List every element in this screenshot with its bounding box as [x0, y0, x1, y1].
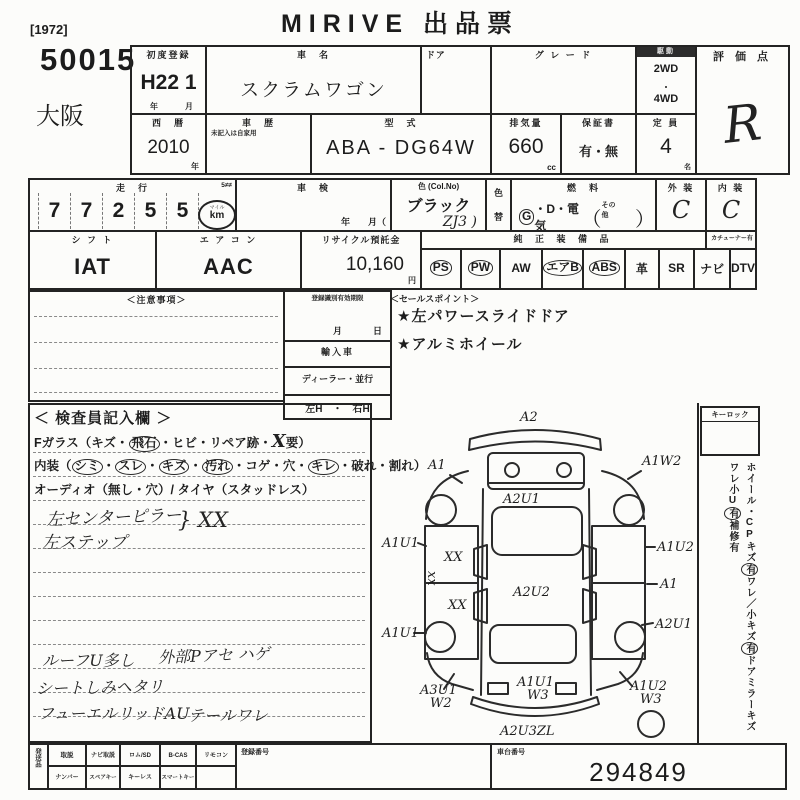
- notes-label: ＜注意事項＞: [126, 295, 187, 305]
- equip-abs-label: ABS: [589, 260, 620, 275]
- hand-note-center-pillar: 左センターピラー: [45, 505, 182, 531]
- equip-sr-label: SR: [668, 261, 685, 275]
- color-change-cell: [485, 178, 512, 232]
- km-unit-oval: [198, 200, 236, 230]
- displacement-label: 排気量: [509, 118, 543, 128]
- equip-pw-label: PW: [468, 260, 493, 275]
- mileage-digits: [38, 193, 199, 229]
- int-circled-sure: スレ: [115, 459, 146, 475]
- history-label: 車 歴: [241, 118, 275, 128]
- int-circled-yogore: 汚れ: [202, 459, 233, 475]
- color-change-bottom: 替: [493, 212, 503, 222]
- fuel-rest: ・D・電気: [534, 202, 580, 233]
- cell-blank: [195, 765, 237, 790]
- year-cell: [130, 113, 207, 175]
- damage-label-a2u3: A2U3ZL: [500, 724, 555, 739]
- damage-label-w2: W2: [430, 696, 452, 711]
- equip-pw: [460, 248, 500, 288]
- headlight-left: [505, 463, 519, 477]
- color-code: ZJ3 ): [442, 214, 477, 230]
- headlight-right: [557, 463, 571, 477]
- color-value: ブラック: [406, 198, 471, 215]
- damage-label-xx-lower: XX: [448, 598, 467, 613]
- door-label: ドア: [426, 50, 446, 60]
- warranty-label: 保証書: [581, 118, 615, 128]
- damage-label-a1w2: A1W2: [642, 454, 682, 469]
- drive-cell: [635, 45, 697, 115]
- hand-note-xx-brace: } XX: [178, 508, 228, 532]
- recycle-cell: [300, 230, 422, 290]
- mileage-digit: 7: [38, 193, 71, 229]
- inspection-label: 車 検: [296, 183, 330, 193]
- capacity-cell: [635, 113, 697, 175]
- cell-bcas: B-CAS: [159, 743, 197, 767]
- inspector-ruling: [33, 500, 365, 501]
- equip-navi: [693, 248, 729, 288]
- year-value: 2010: [147, 137, 190, 158]
- glass-seg: ・ヒビ・リペア跡・: [159, 436, 272, 450]
- damage-label-w3: W3: [527, 688, 549, 703]
- unit-year2: 年: [191, 162, 199, 171]
- damage-label-a1u1-left-lower: A1U1: [382, 626, 419, 641]
- equip-airbag: [541, 248, 583, 288]
- capacity-label: 定 員: [652, 118, 680, 128]
- fuel-cell: [510, 178, 657, 232]
- sidebar-circled-ari: 有: [741, 642, 758, 655]
- equip-leather: [624, 248, 658, 288]
- damage-label-a1-right: A1: [660, 577, 678, 592]
- inspector-ruling: [33, 596, 365, 597]
- registration-label: 登録識別有効期限: [311, 295, 364, 302]
- damage-label-a2u1-right-lower: A2U1: [655, 617, 692, 632]
- left-window-rear: [474, 589, 487, 623]
- right-side-panel: [592, 526, 645, 659]
- inspector-ruling: [33, 620, 365, 621]
- cell-navi-manual: ナビ取説: [85, 743, 121, 767]
- cell-remote: リモコン: [195, 743, 237, 767]
- sidebar-text: ワレ／: [744, 576, 755, 609]
- chassis-number-value: 294849: [589, 757, 688, 787]
- auction-number: [1972]: [30, 22, 68, 37]
- damage-label-a1u2-rear: A1U2: [630, 679, 667, 694]
- mileage-digit: 5: [167, 193, 199, 229]
- capacity-value: 4: [660, 135, 672, 158]
- wheel-rear-right: [615, 622, 645, 652]
- int-seg: ・破れ・割れ）: [338, 459, 427, 473]
- left-side-panel: [425, 526, 478, 659]
- unit-month: 月: [185, 102, 193, 111]
- color-change-top: 色: [493, 188, 503, 198]
- mileage-digit: 5: [135, 193, 167, 229]
- car-damage-diagram: [370, 403, 700, 745]
- drive-2wd: 2WD: [653, 63, 679, 75]
- inspector-ruling: [33, 572, 365, 573]
- hand-note-exterior-fade: 外部Pアセ ハゲ: [157, 644, 271, 667]
- damage-label-a2: A2: [520, 410, 538, 425]
- glass-seg: 要）: [285, 436, 311, 450]
- mile-label: マイル: [209, 205, 225, 211]
- int-seg: ・: [102, 459, 116, 473]
- model-label: 型 式: [384, 118, 418, 128]
- damage-label-a3u1: A3U1: [420, 683, 457, 698]
- notes-ruling: [34, 316, 278, 317]
- drive-4wd: 4WD: [653, 93, 679, 105]
- fender-front-right: [602, 471, 644, 519]
- sidebar-circled-ari: 有: [741, 563, 758, 576]
- chassis-number-box: [490, 743, 787, 790]
- regbox-divider: [285, 394, 390, 396]
- km-label: km: [209, 210, 225, 221]
- exterior-value: C: [671, 196, 691, 224]
- leader-a1-front-left: [450, 475, 462, 483]
- int-circled-shimi: シミ: [72, 459, 103, 475]
- unit-yen: 円: [408, 276, 416, 285]
- leader-a1w2: [628, 471, 641, 479]
- registration-number-label: 登録番号: [241, 749, 269, 756]
- interior-label: 内 装: [717, 183, 745, 193]
- leader-a2u1-right: [642, 623, 653, 625]
- inspector-line-audio: オーディオ（無し・穴）/ タイヤ（スタッドレス）: [34, 483, 315, 497]
- hand-note-step: 左ステップ: [42, 533, 127, 553]
- shift-label: シ フ ト: [71, 235, 114, 245]
- hand-note-roof: ルーフU多し: [42, 651, 135, 670]
- drive-dot: ・: [660, 82, 672, 94]
- recycle-value: 10,160: [345, 254, 404, 275]
- region-label: 大阪: [36, 103, 84, 130]
- color-cell: [390, 178, 487, 232]
- extra-mark-circle: [638, 711, 664, 737]
- sidebar-text: 小キズ: [744, 609, 755, 642]
- equipment-row: [422, 248, 755, 288]
- rear-lamp-right: [556, 683, 576, 694]
- cell-spare-key: スペアキー: [85, 765, 121, 790]
- warranty-value: 有・無: [578, 144, 618, 159]
- damage-label-a1u2-right: A1U2: [657, 540, 694, 555]
- equip-airbag-label: エアB: [543, 260, 582, 275]
- door-cell: [420, 45, 492, 115]
- cell-keyless: キーレス: [119, 765, 161, 790]
- inspection-footer: 年 月（: [340, 217, 386, 227]
- fuel-label: 燃 料: [566, 183, 600, 193]
- cell-smart-key: スマートキー: [159, 765, 197, 790]
- fuel-other: その他: [601, 202, 616, 219]
- inspection-cell: [235, 178, 392, 232]
- shipping-items-box: [28, 743, 49, 790]
- history-cell: [205, 113, 312, 175]
- front-bumper: [469, 430, 601, 450]
- page-title: MIRIVE 出品票: [280, 10, 520, 38]
- damage-label-a1u1-rear: A1U1: [517, 675, 554, 690]
- damage-label-xx-upper: XX: [444, 550, 463, 565]
- notes-box: [28, 290, 285, 402]
- first-registration-value: H22 1: [140, 71, 197, 94]
- aircon-value: AAC: [203, 254, 254, 279]
- grade-cell: [490, 45, 637, 115]
- int-circled-kire: キレ: [308, 459, 339, 475]
- lot-number: 50015: [40, 42, 137, 77]
- damage-label-a2u2-roof: A2U2: [513, 585, 550, 600]
- sidebar-circled-ari: 有: [724, 507, 741, 520]
- paren-open: （: [581, 208, 602, 231]
- history-note: 未記入は自家用: [211, 130, 257, 137]
- registration-box: [283, 290, 392, 420]
- equipment-cell: [420, 230, 757, 290]
- year-label: 西 暦: [151, 118, 185, 128]
- regbox-dealer: ディーラー・並行: [301, 374, 374, 384]
- equip-sr: [658, 248, 694, 288]
- hand-note-fuel-lid: フューエルリッドAU: [38, 704, 190, 723]
- sidebar-divider: [697, 403, 699, 743]
- sidebar-mirror-text: ドアミラーキズ ワレ: [727, 462, 755, 732]
- regbox-divider: [285, 366, 390, 368]
- glass-hand-x: X: [271, 431, 286, 452]
- exterior-label: 外 装: [667, 183, 695, 193]
- score-label: 評 価 点: [712, 51, 773, 63]
- interior-value: C: [721, 196, 741, 224]
- model-value: ABA - DG64W: [326, 137, 476, 159]
- shipping-items-label: 発送品: [34, 748, 41, 768]
- cell-rom-sd: ロム/SD: [119, 743, 161, 767]
- left-window-front: [474, 545, 487, 579]
- car-name-value: スクラムワゴン: [240, 80, 387, 101]
- glass-circled-tobiishi: 飛石: [129, 436, 160, 452]
- equip-navi-label: ナビ: [700, 261, 725, 276]
- inspector-ruling: [33, 476, 365, 477]
- warranty-cell: [560, 113, 637, 175]
- equip-ps: [422, 248, 460, 288]
- damage-label-xx-side: xx: [424, 571, 439, 586]
- model-cell: [310, 113, 492, 175]
- notes-ruling: [34, 342, 278, 343]
- displacement-value: 660: [508, 135, 544, 158]
- int-seg: 内装（: [34, 459, 72, 473]
- wheel-rear-left: [425, 622, 455, 652]
- mileage-cell: [28, 178, 237, 232]
- body-left-edge: [481, 489, 483, 695]
- equip-ps-label: PS: [430, 260, 452, 275]
- salespoint-2: ★アルミホイール: [397, 336, 523, 353]
- tuner-label: カチューナー有: [705, 232, 757, 250]
- registration-number-box: [235, 743, 492, 790]
- score-cell: [695, 45, 790, 175]
- windshield: [492, 507, 582, 555]
- exterior-cell: [655, 178, 707, 232]
- glass-seg: Fガラス（キズ・: [34, 436, 129, 450]
- damage-label-a1u1-left: A1U1: [382, 536, 419, 551]
- paren-close: ）: [635, 208, 655, 231]
- equipment-label: 純 正 装 備 品: [422, 232, 705, 250]
- inspector-line-interior: [34, 456, 426, 475]
- shift-cell: [28, 230, 157, 290]
- cell-number-plate: ナンバー: [47, 765, 87, 790]
- mileage-mark: 5≠≠: [221, 182, 232, 189]
- notes-ruling: [34, 368, 278, 369]
- first-registration-label: 初度登録: [146, 50, 191, 60]
- damage-label-a1-front-left: A1: [428, 458, 446, 473]
- sidebar-text: 小U: [727, 484, 738, 507]
- rear-window: [490, 625, 576, 663]
- unit-name: 名: [684, 164, 691, 171]
- equip-aw-label: AW: [511, 261, 531, 275]
- regbox-month: 月: [333, 326, 343, 336]
- sidebar-wheel-text: ホイール・CPキズ: [744, 462, 755, 563]
- equip-abs: [582, 248, 624, 288]
- inspector-ruling: [33, 452, 365, 453]
- equip-leather-label: 革: [635, 261, 648, 276]
- regbox-import: 輸入車: [320, 347, 354, 357]
- score-value: R: [720, 93, 765, 155]
- drive-label: 駆動: [637, 47, 695, 57]
- salespoints-label: ＜セールスポイント＞: [390, 294, 480, 304]
- int-seg: ・: [146, 459, 159, 473]
- fuel-gasoline: G: [519, 209, 534, 224]
- equip-dtv-label: DTV: [730, 261, 755, 275]
- int-seg: ・コゲ・穴・: [232, 459, 308, 473]
- shift-value: IAT: [74, 254, 111, 279]
- sidebar-repair-text: 補修有: [727, 520, 738, 553]
- unit-year: 年: [150, 102, 158, 111]
- hand-note-tail-crack: テールワレ: [188, 706, 268, 725]
- inspector-title: ＜ 検査員記入欄 ＞: [34, 410, 173, 427]
- car-name-label: 車 名: [296, 50, 330, 60]
- hand-note-seat: シートしみヘタリ: [35, 676, 164, 699]
- aircon-label: エ ア コ ン: [199, 235, 258, 245]
- interior-cell: [705, 178, 757, 232]
- recycle-label: リサイクル預託金: [321, 235, 401, 245]
- int-seg: ・: [189, 459, 202, 473]
- displacement-cell: [490, 113, 562, 175]
- damage-label-a2u1-hood: A2U1: [503, 492, 540, 507]
- regbox-day: 日: [373, 326, 383, 336]
- fender-front-left: [426, 471, 468, 519]
- notes-ruling: [34, 392, 278, 393]
- first-registration-cell: [130, 45, 207, 115]
- equip-dtv: [729, 248, 755, 288]
- sidebar-vertical-text: [702, 462, 758, 742]
- aircon-cell: [155, 230, 302, 290]
- keylock-box: [700, 406, 760, 456]
- grade-label: グ レ ー ド: [534, 50, 593, 60]
- regbox-handle: 左H ・ 右H: [305, 404, 370, 415]
- cell-manual: 取説: [47, 743, 87, 767]
- rear-lamp-left: [488, 683, 508, 694]
- salespoint-1: ★左パワースライドドア: [397, 308, 570, 325]
- inspector-line-glass: [34, 431, 311, 452]
- car-name-cell: [205, 45, 422, 115]
- mileage-digit: 2: [103, 193, 135, 229]
- keylock-label: キーロック: [702, 409, 758, 422]
- mileage-label: 走 行: [115, 183, 149, 193]
- color-label: 色 (Col.No): [417, 182, 460, 191]
- equip-aw: [499, 248, 541, 288]
- chassis-number-label: 車台番号: [497, 749, 525, 756]
- unit-cc: cc: [547, 163, 556, 172]
- regbox-divider: [285, 340, 390, 342]
- int-circled-kizu: キズ: [159, 459, 190, 475]
- damage-label-w3-right: W3: [640, 692, 662, 707]
- mileage-digit: 7: [71, 193, 103, 229]
- fuel-value: [519, 200, 655, 234]
